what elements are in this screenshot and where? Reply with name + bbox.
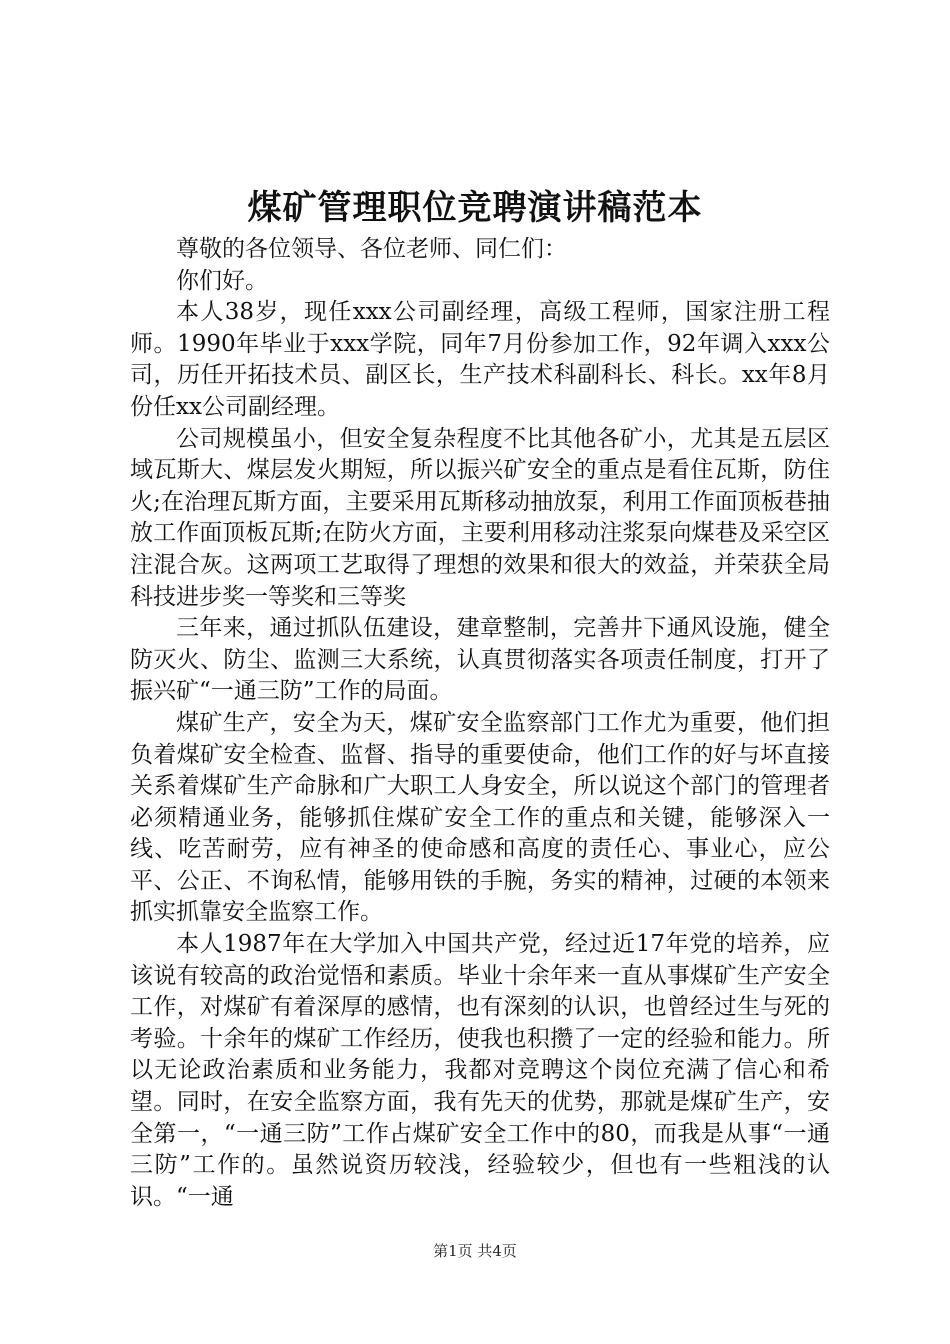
document-body [130,234,830,1213]
page-footer: 第1页 共4页 [433,1242,517,1260]
paragraph-greeting: 你们好。 [176,267,268,294]
paragraph-qualifications: 本人1987年在大学加入中国共产党，经过近17年党的培养，应该说有较高的政治觉悟和素质。毕业十余年来一直从事煤矿生产安全工作，对煤矿有着深厚的感情，也有深刻的认识，也曾经过生与死的考验。十余年的煤矿工作经历，使我也积攒了一定的经验和能力。所以无论政治素质和业务能力，我都对竞聘这个岗位充满了信心和希望。同时，在安全监察方面，我有先天的优势，那就是煤矿生产，安全第一，“一通三防”工作占煤矿安全工作中的80，而我是从事“一通三防”工作的。虽然说资历较浅，经验较少，但也有一些粗浅的认识。“一通 [130,931,830,1210]
paragraph-salutation: 尊敬的各位领导、各位老师、同仁们： [176,236,567,262]
paragraph-introduction: 本人38岁，现任xxx公司副经理，高级工程师，国家注册工程师。1990年毕业于xxx学院，同年7月份参加工作，92年调入xxx公司，历任开拓技术员、副区长，生产技术科副科长、科长。xx年8月份任xx公司副经理。 [130,299,830,420]
paragraph-safety-supervision: 煤矿生产，安全为天，煤矿安全监察部门工作尤为重要，他们担负着煤矿安全检查、监督、指导的重要使命，他们工作的好与坏直接关系着煤矿生产命脉和广大职工人身安全，所以说这个部门的管理者必须精通业务，能够抓住煤矿安全工作的重点和关键，能够深入一线、吃苦耐劳，应有神圣的使命感和高度的责任心、事业心，应公平、公正、不询私情，能够用铁的手腕，务实的精神，过硬的本领来抓实抓靠安全监察工作。 [130,709,830,926]
paragraph-three-years: 三年来，通过抓队伍建设，建章整制，完善井下通风设施，健全防灭火、防尘、监测三大系统，认真贯彻落实各项责任制度，打开了振兴矿“一通三防”工作的局面。 [130,615,830,705]
document-title: 煤矿管理职位竞聘演讲稿范本 [247,188,703,228]
paragraph-company-safety: 公司规模虽小，但安全复杂程度不比其他各矿小，尤其是五层区域瓦斯大、煤层发火期短，所以振兴矿安全的重点是看住瓦斯，防住火;在治理瓦斯方面，主要采用瓦斯移动抽放泵，利用工作面顶板巷抽放工作面顶板瓦斯;在防火方面，主要利用移动注浆泵向煤巷及采空区注混合灰。这两项工艺取得了理想的效果和很大的效益，并荣获全局科技进步奖一等奖和三等奖 [130,425,830,610]
